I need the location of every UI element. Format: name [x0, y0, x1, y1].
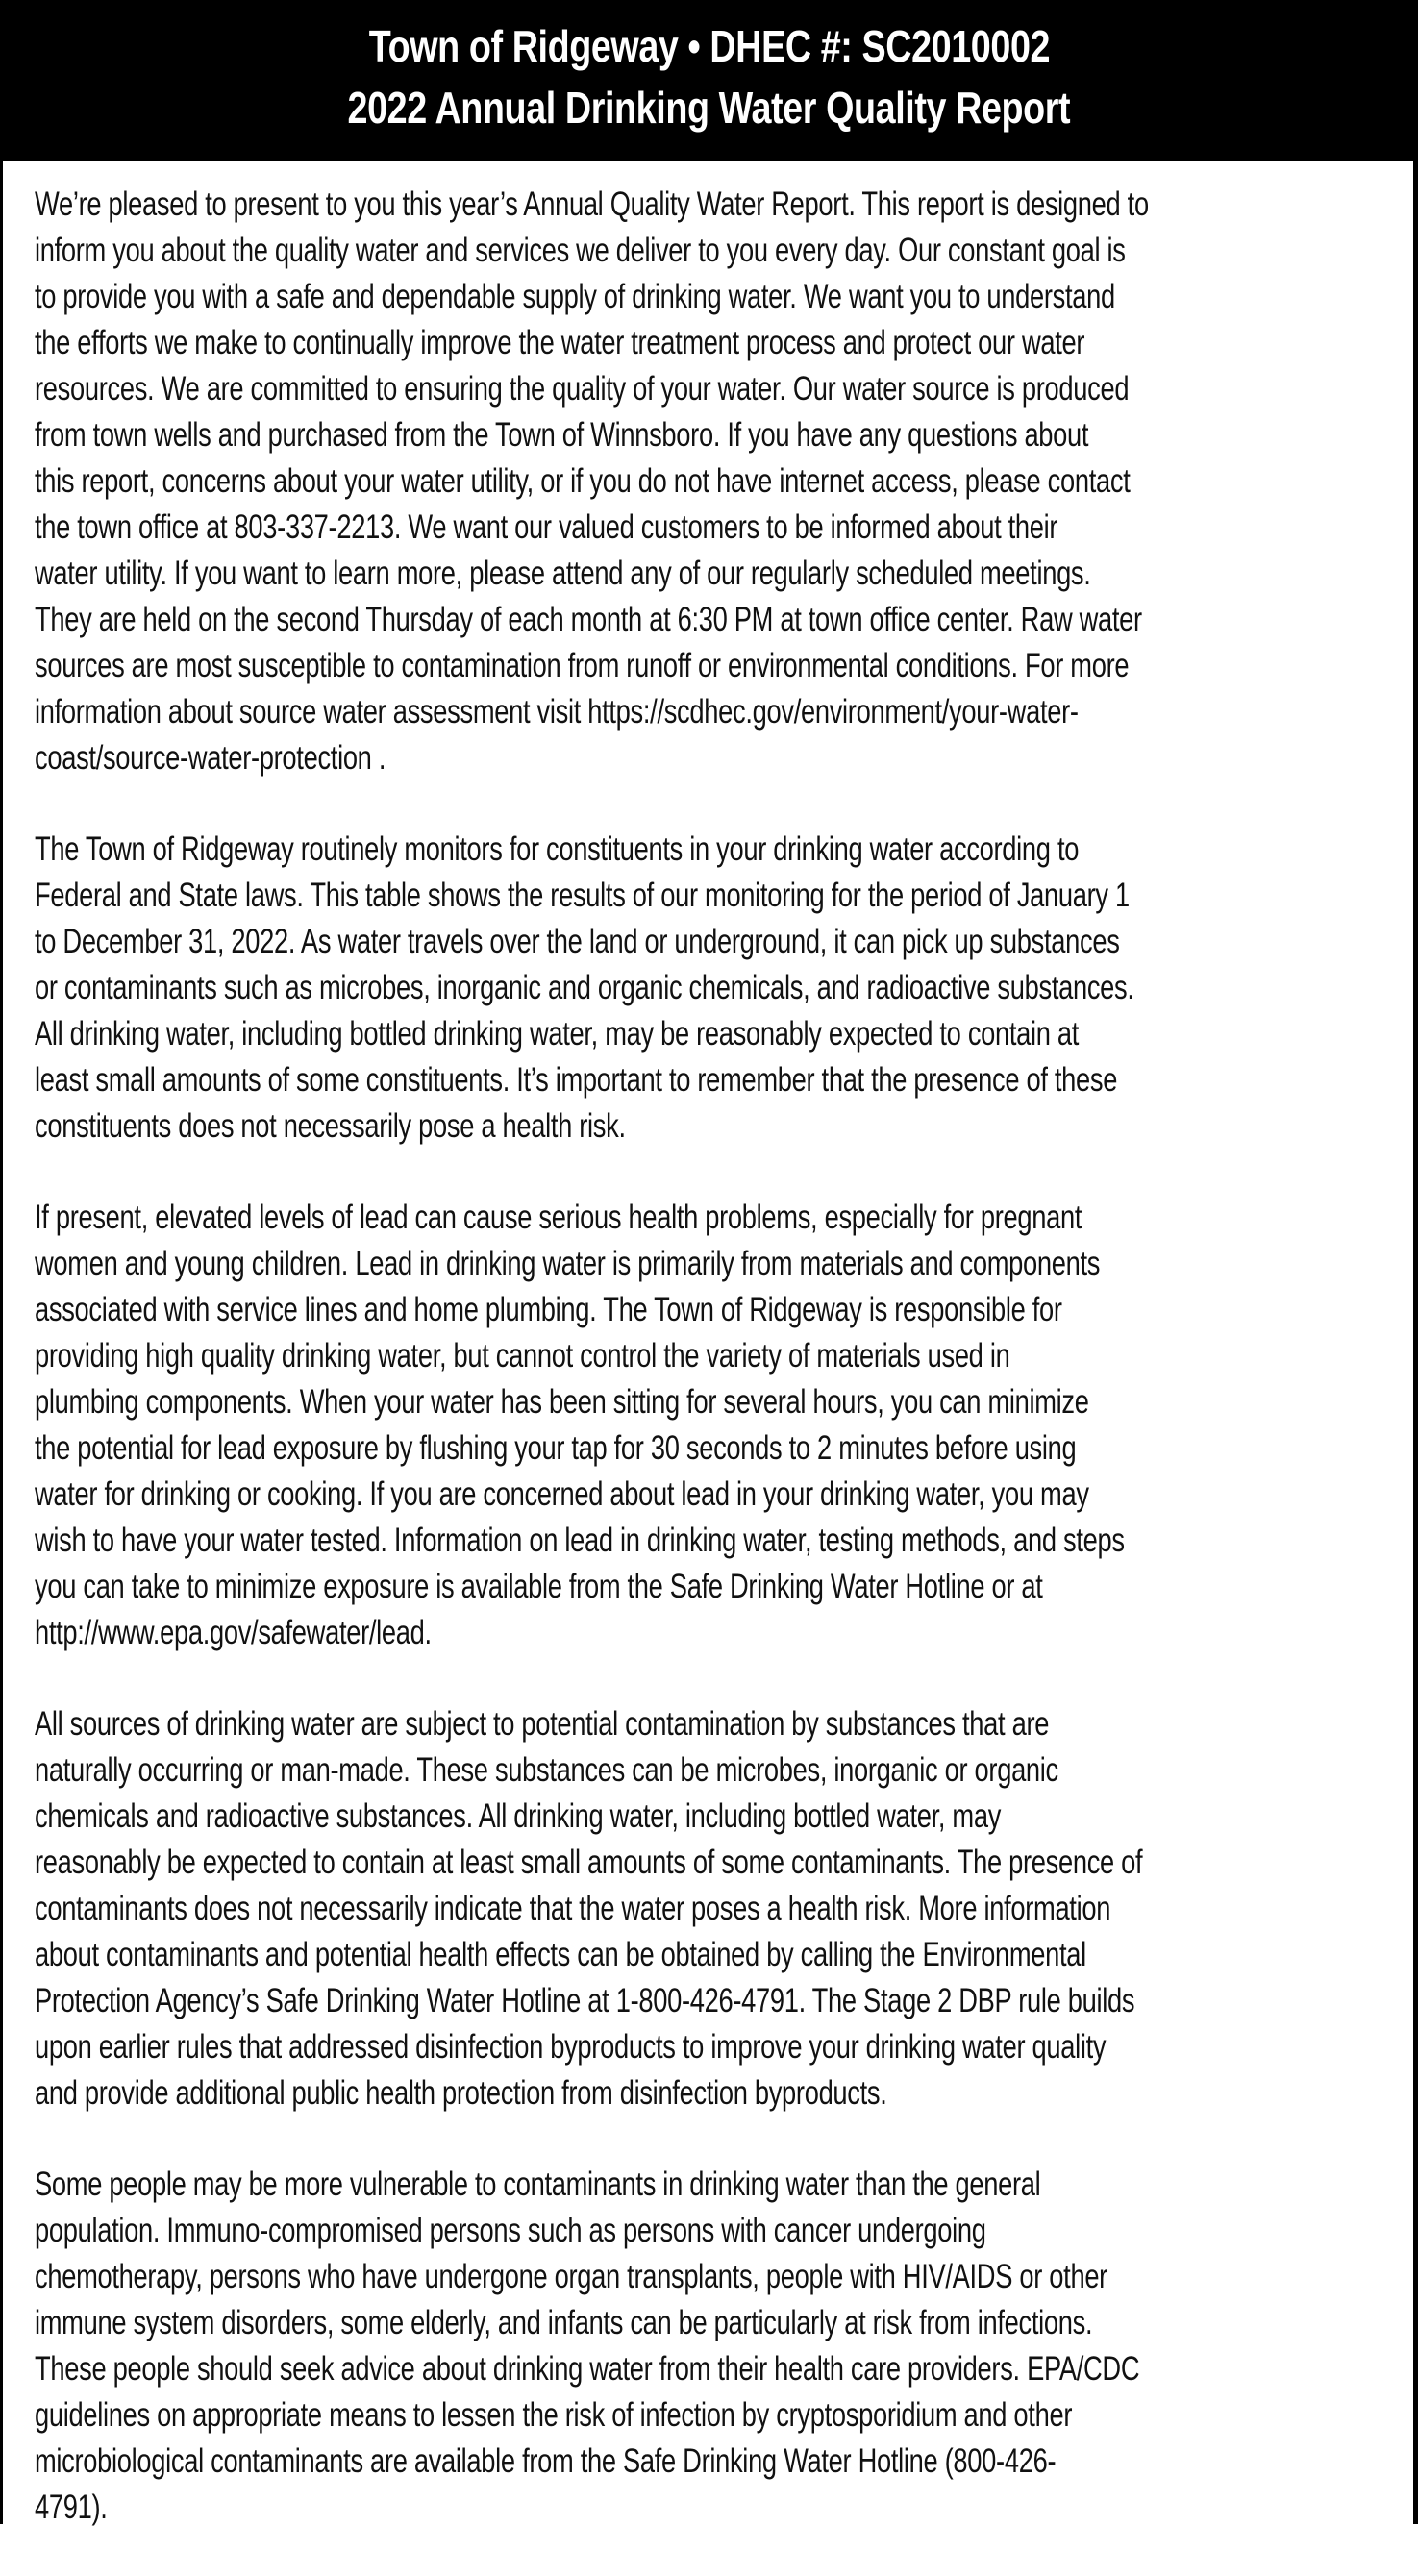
paragraph-line: to December 31, 2022. As water travels over the land or underground, it can pick up substances: [35, 923, 1120, 960]
paragraph-line: coast/source-water-protection .: [35, 739, 386, 777]
paragraph-line: you can take to minimize exposure is available from the Safe Drinking Water Hotline or at: [35, 1568, 1043, 1605]
report-header: [0, 0, 1418, 161]
header-title-line-1: [0, 21, 1418, 71]
paragraph-line: information about source water assessment visit https://scdhec.gov/environment/your-water-: [35, 693, 1079, 731]
paragraph-line: guidelines on appropriate means to lessen the risk of infection by cryptosporidium and other: [35, 2396, 1073, 2434]
paragraph-line: the potential for lead exposure by flushing your tap for 30 seconds to 2 minutes before using: [35, 1429, 1077, 1467]
contamination-sources-paragraph: [35, 1701, 1400, 2117]
paragraph-line: naturally occurring or man-made. These substances can be microbes, inorganic or organic: [35, 1751, 1058, 1789]
paragraph-line: to provide you with a safe and dependable supply of drinking water. We want you to understand: [35, 278, 1115, 315]
paragraph-line: Federal and State laws. This table shows the results of our monitoring for the period of January 1: [35, 877, 1130, 914]
paragraph-line: this report, concerns about your water utility, or if you do not have internet access, please contact: [35, 462, 1131, 500]
paragraph-line: All sources of drinking water are subject to potential contamination by substances that are: [35, 1705, 1050, 1743]
paragraph-line: about contaminants and potential health effects can be obtained by calling the Environmental: [35, 1936, 1086, 1973]
report-body-frame: [0, 161, 1418, 2524]
lead-paragraph: [35, 1195, 1400, 1656]
header-title-line-2: [0, 83, 1418, 133]
paragraph-line: http://www.epa.gov/safewater/lead.: [35, 1614, 432, 1651]
paragraph-line: Some people may be more vulnerable to contaminants in drinking water than the general: [35, 2166, 1041, 2203]
paragraph-line: These people should seek advice about drinking water from their health care providers. EPA/CDC: [35, 2350, 1140, 2388]
paragraph-line: wish to have your water tested. Information on lead in drinking water, testing methods, and steps: [35, 1522, 1125, 1559]
paragraph-line: or contaminants such as microbes, inorganic and organic chemicals, and radioactive substances.: [35, 969, 1134, 1006]
paragraph-line: water for drinking or cooking. If you are concerned about lead in your drinking water, you may: [35, 1475, 1089, 1513]
paragraph-line: chemotherapy, persons who have undergone organ transplants, people with HIV/AIDS or other: [35, 2258, 1107, 2295]
report-title: 2022 Annual Drinking Water Quality Report: [347, 83, 1071, 133]
paragraph-line: plumbing components. When your water has been sitting for several hours, you can minimize: [35, 1383, 1089, 1421]
paragraph-line: inform you about the quality water and services we deliver to you every day. Our constant goal is: [35, 232, 1126, 269]
paragraph-line: reasonably be expected to contain at least small amounts of some contaminants. The presence of: [35, 1844, 1143, 1881]
paragraph-line: contaminants does not necessarily indicate that the water poses a health risk. More information: [35, 1890, 1111, 1927]
paragraph-line: We’re pleased to present to you this year’s Annual Quality Water Report. This report is designed to: [35, 186, 1149, 223]
paragraph-line: resources. We are committed to ensuring the quality of your water. Our water source is produced: [35, 370, 1130, 408]
paragraph-line: sources are most susceptible to contamination from runoff or environmental conditions. For more: [35, 647, 1130, 684]
paragraph-line: immune system disorders, some elderly, and infants can be particularly at risk from infections.: [35, 2304, 1093, 2341]
paragraph-line: least small amounts of some constituents. It’s important to remember that the presence of these: [35, 1061, 1118, 1099]
paragraph-line: the efforts we make to continually improve the water treatment process and protect our water: [35, 324, 1085, 361]
paragraph-line: Protection Agency’s Safe Drinking Water Hotline at 1-800-426-4791. The Stage 2 DBP rule builds: [35, 1982, 1135, 2019]
paragraph-line: The Town of Ridgeway routinely monitors for constituents in your drinking water according to: [35, 830, 1080, 868]
paragraph-line: If present, elevated levels of lead can cause serious health problems, especially for pregnant: [35, 1199, 1082, 1236]
paragraph-line: population. Immuno-compromised persons such as persons with cancer undergoing: [35, 2212, 986, 2249]
paragraph-line: All drinking water, including bottled drinking water, may be reasonably expected to contain at: [35, 1015, 1080, 1053]
intro-paragraph: [35, 182, 1400, 781]
paragraph-line: associated with service lines and home plumbing. The Town of Ridgeway is responsible for: [35, 1291, 1062, 1328]
paragraph-line: the town office at 803-337-2213. We want our valued customers to be informed about their: [35, 508, 1058, 546]
paragraph-line: upon earlier rules that addressed disinfection byproducts to improve your drinking water quality: [35, 2028, 1107, 2066]
paragraph-line: chemicals and radioactive substances. All drinking water, including bottled water, may: [35, 1797, 1002, 1835]
monitoring-paragraph: [35, 827, 1400, 1150]
paragraph-line: constituents does not necessarily pose a health risk.: [35, 1107, 626, 1145]
report-body: [35, 182, 1400, 2576]
paragraph-line: 4791).: [35, 2489, 108, 2526]
paragraph-line: water utility. If you want to learn more, please attend any of our regularly scheduled meetings.: [35, 555, 1091, 592]
vulnerable-populations-paragraph: [35, 2162, 1400, 2531]
paragraph-line: and provide additional public health protection from disinfection byproducts.: [35, 2074, 887, 2112]
paragraph-line: They are held on the second Thursday of each month at 6:30 PM at town office center. Raw water: [35, 601, 1142, 638]
paragraph-line: women and young children. Lead in drinking water is primarily from materials and components: [35, 1245, 1101, 1282]
paragraph-line: microbiological contaminants are available from the Safe Drinking Water Hotline (800-426-: [35, 2442, 1057, 2480]
utility-name-and-dhec-id: Town of Ridgeway • DHEC #: SC2010002: [368, 21, 1050, 71]
paragraph-line: from town wells and purchased from the Town of Winnsboro. If you have any questions about: [35, 416, 1089, 454]
paragraph-line: providing high quality drinking water, but cannot control the variety of materials used in: [35, 1337, 1010, 1375]
